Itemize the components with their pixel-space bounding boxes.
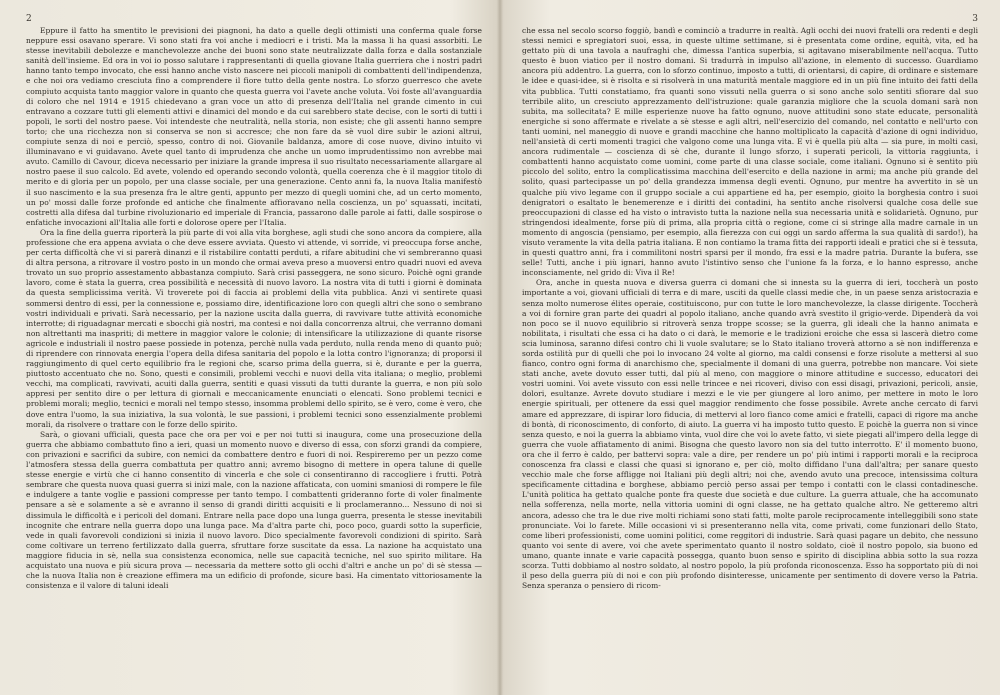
left-page-body [26, 26, 482, 591]
paragraph: Eppure il fatto ha smentito le previsioni dei piagnoni, ha dato a quelle degli ottimisti una conferma quale forse neppure essi osavano sperare. Vi sono stati fra voi anche i mediocri e i tristi. Ma la massa li ha quasi assorbiti. Le stesse inevitabili debolezze e manchevolezze anche dei buoni sono state neutralizzate dalla forza e dalla sostanziale sanità dell'insieme. Ed ora in voi io posso salutare i rappresentanti di quella giovane Italia guerriera che i nostri padri hanno tanto tempo invocato, che essi hanno anche visto nascere nei piccoli manipoli di combattenti dell'indipendenza, e che noi ora vediamo cresciuta fino a comprendere il fiore tutto della gente nostra. Lo sforzo guerresco che avete compiuto acquista tanto maggior valore in quanto che questa guerra voi l'avete anche voluta. Voi foste all'avanguardia di coloro che nel 1914 e 1915 chiedevano a gran voce un atto di presenza dell'Italia nel grande cimento in cui entravano a cozzare tutti gli elementi attivi e dinamici del mondo e da cui sarebbero state decise, con le sorti di tutti i popoli, le sorti del nostro paese. Voi intendeste che neutralità, nella storia, non esiste; che gli assenti hanno sempre torto; che una ricchezza non si conserva se non si accresce; che non fare da sè vuol dire subir le azioni altrui, compiute senza di noi e perciò, spesso, contro di noi. Giovanile baldanza, amore di cose nuove, divino intuito vi illuminavano e vi guidavano. Avete quel tanto di imprudenza che anche un uomo imprudentissimo non avrebbe mai avuto. Camillo di Cavour, diceva necessario per iniziare la grande impresa il suo risultato necessariamente allargare al nostro paese il suo calcolo. Ed avete, volendo ed operando secondo volontà, quella coerenza che è il maggior titolo di merito e di gloria per un popolo, per una classe sociale, per una generazione. Cento anni fa, la nuova Italia manifestò il suo nascimento e la sua presenza fra le altre genti, appunto per mezzo di quegli uomini che, ad un certo momento, un po' mossi dalle forze profonde ed antiche che finalmente affioravano nella coscienza, un po' squassati, incitati, costretti alla difesa dal turbine rivoluzionario ed imperiale di Francia, passarono dalle parole ai fatti, dalle sospirose o enfatiche invocazioni all'Italia alle forti e dolorose opere per l'Italia. [26, 26, 482, 227]
paragraph: Ora, anche in questa nuova e diversa guerra ci domani che si innesta su la guerra di ieri, toccherà un posto importante a voi, giovani ufficiali di terra e di mare, usciti da quelle classi medie che, in un paese senza aristocrazia e senza molto numerose élites operaie, costituiscono, pur con tutte le loro manchevolezze, la classe dirigente. Toccherà a voi di fornire gran parte dei quadri al popolo italiano, anche quando avrà svestito il grigio-verde. Dipenderà da voi non poco se il nuovo equilibrio si ritroverà senza troppe scosse; se la guerra, gli ideali che la hanno animata e nobilitata, i risultati che essa ci ha dato o ci darà, le memorie e le tradizioni eroiche che essa si lascerà dietro come scia luminosa, saranno difesi contro chi li vuole svalutare; se lo Stato italiano troverà attorno a sè non indifferenza e sorda ostilità pur di quelli che poi lo invocano 24 volte al giorno, ma caldi consensi e forze risolute a mettersi al suo fianco, contro ogni forma di anarchismo che, specialmente il domani di una guerra, potrebbe non mancare. Voi siete stati anche, avete dovuto esser tutti, dal più al meno, con maggiore o minore attitudine e successo, educatori dei vostri uomini. Voi avete vissuto con essi nelle trincee e nei ricoveri, diviso con essi disagi, privazioni, pericoli, ansie, dolori, esultanze. Avrete dovuto studiare i mezzi e le vie per giungere al loro animo, per mettere in moto le loro energie spirituali, per ottenere da essi quel maggior rendimento che fosse possibile. Avrete anche cercato di farvi amare ed apprezzare, di ispirar loro fiducia, di mettervi al loro fianco come amici e fratelli, capaci di rigore ma anche di bontà, di riconoscimento, di conforto, di aiuto. La guerra vi ha imposto tutto questo. E poichè la guerra non si vince senza questo, e noi la guerra la abbiamo vinta, vuol dire che voi lo avete fatto, vi siete piegati all'impero della legge di guerra che vuole affiatamento di animi. Bisogna che questo lavoro non sia del tutto interrotto. E' il momento buono, ora che il ferro è caldo, per battervi sopra: vale a dire, per rendere un po' più intimi i rapporti morali e la reciproca conoscenza fra classi e classi che quasi si ignorano e, per ciò, molto diffidano l'una dall'altra; per sanare questo vecchio male che forse affligge noi Italiani più degli altri; noi che, avendo avuto una precoce, intensissima coltura specificamente cittadina e borghese, abbiamo perciò perso assai per tempo i contatti con le classi contadinesche. L'unità politica ha gettato qualche ponte fra queste due società e due culture. La guerra attuale, che ha accomunato nella sofferenza, nella morte, nella vittoria uomini di ogni classe, ne ha gettato qualche altro. Ne getteremo altri ancora, adesso che tra le due rive molti richiami sono stati fatti, molte parole reciprocamente intelleggibili sono state pronunciate. Voi lo farete. Mille occasioni vi si presenteranno nella vita, come privati, come funzionari dello Stato, come liberi professionisti, come uomini politici, come reggitori di industrie. Sarà quasi pagare un debito, che nessuno quanto voi sente di avere, voi che avete sperimentato quanto il nostro soldato, cioè il nostro popolo, sia buono ed umano, quante innate e varie capacità possegga, quanto buon senso e spirito di disciplina abbia sotto la sua rozza scorza. Tutti dobbiamo al nostro soldato, al nostro popolo, la più profonda riconoscenza. Esso ha sopportato più di noi il peso della guerra più di noi e con più profondo disinteresse, unicamente per sentimento di dovere verso la Patria. Senza speranza o pensiero di ricom- [522, 278, 978, 591]
paragraph: che essa nel secolo scorso foggiò, bandì e cominciò a tradurre in realtà. Agli occhi dei nuovi fratelli ora redenti e degli stessi nemici e spregiatori suoi, essa, in queste ultime settimane, si è presentata come ordine, equità, vita, ed ha gettato più di una tavola a naufraghi che, dimessa l'antica superbia, si agitavano miserabilmente nell'acqua. Tutto questo è buon viatico per il nostro domani. Si tradurrà in impulso all'azione, in elemento di successo. Guardiamo ancora più addentro. La guerra, con lo sforzo continuo, imposto a tutti, di orientarsi, di capire, di ordinare e sistemare le idee e quasi-idee, si è risolta e si risolverà in una maturità mentale maggiore ed in un più fine intuito dei fatti della vita pubblica. Tutti constatiamo, fra quanti sono vissuti nella guerra o si sono anche solo sentiti sfiorare dal suo terribile alito, un cresciuto apprezzamento dell'istruzione: quale garanzia migliore che la scuola domani sarà non subita, ma sollecitata? E mille esperienze nuove ha fatto ognuno, nuove attitudini sono state educate, personalità energiche si sono affermate e rivelate a sè stesse e agli altri, nell'esercizio del comando, nel contatto e nell'urto con tanti uomini, nel maneggio di nuove e grandi macchine che hanno moltiplicato la capacità d'azione di ogni individuo, nell'ansietà di certi momenti tragici che valgono come una lunga vita. E vi è quella più alta — sia pure, in molti casi, ancora rudimentale — coscienza di sè che, durante il lungo sforzo, i superati pericoli, la vittoria raggiunta, i combattenti hanno acquistato come uomini, come parte di una classe sociale, come italiani. Ognuno si è sentito più piccolo del solito, entro la complicatissima macchina dell'esercito e della nazione in armi; ma anche più grande del solito, quasi partecipasse un po' della grandezza immensa degli eventi. Ognuno, pur mentre ha avvertito in sè un qualche più vivo legame con il gruppo sociale a cui appartiene ed ha, per esempio, gioito la borghesia contro i suoi denigratori o esaltato le benemerenze e i diritti dei contadini, ha sentito anche risolversi qualche cosa delle sue preoccupazioni di classe ed ha visto o intravisto tutta la nazione nella sua necessaria unità e solidarietà. Ognuno, pur stringendosi idealmente, forse più di prima, alla propria città o regione, come ci si stringe alla madre carnale in un momento di angoscia (pensiamo, per esempio, alla fierezza con cui oggi un sardo afferma la sua qualità di sardo!), ha visuto veramente la vita della patria italiana. E non contiamo la trama fitta dei rapporti ideali e pratici che si è tessuta, in questi quattro anni, fra i commilitoni nostri sparsi per il mondo, fra essi e la madre patria. Durante la bufera, sse selle! Tutti, anche i più ignari, hanno avuto l'istintivo senso che l'unione fa la forza, e lo hanno espresso, anche inconsciamente, nel grido di: Viva il Re! [522, 26, 978, 278]
right-page [500, 0, 1000, 695]
right-page-body [522, 26, 978, 591]
page-number: 3 [972, 14, 978, 24]
paragraph: Ora la fine della guerra riporterà la più parte di voi alla vita borghese, agli studi che sono ancora da compiere, alla professione che era appena avviata o che deve essere avviata. Questo vi attende, vi sorride, vi preoccupa forse anche, per certa difficoltà che vi si parerà dinanzi e il ristabilire contatti perduti, a rifare abitudini che vi sembreranno quasi di altra persona, a ritrovare il vostro posto in un mondo che ormai aveva preso a muoversi entro quadri nuovi ed aveva trovato un suo proprio assestamento abbastanza compiuto. Sarà crisi passeggera, ne sono sicuro. Poichè ogni grande lavoro, come è stata la guerra, crea possibilità e necessità di nuovo lavoro. La nostra vita di tutti i giorni è dominata da questa semplicissima verità. Vi troverete poi di faccia ai problemi della vita pubblica. Anzi vi sentirete quasi sommersi dentro di essi, per la connessione e, possiamo dire, identificazione loro con quegli altri che sono o sembrano vostri individuali e privati. Sarà necessario, per la nazione uscita dalla guerra, di ravvivare tutte attività economiche interrotte; di riguadagnar mercati e sbocchi già nostri, ma contesi e noi dalla concorrenza altrui, che verranno domani non altrettanti ma inaspriti; di mettere in maggior valore le colonie; di intensificare la utilizzazione di quante risorse agricole e industriali il nostro paese possiede in potenza, perchè nulla vada perduto, nulla renda meno di quanto può; di riprendere con rinnovata energia l'opera della difesa sanitaria del popolo e la lotta contro l'ignoranza; di proporsi il raggiungimento di quel certo equilibrio fra le regioni che, scarso prima della guerra, si è, durante e per la guerra, piuttosto accentuato che no. Sono, questi e consimili, problemi vecchi e nuovi della vita italiana; o meglio, problemi vecchi, ma complicati, ravvivati, acuiti dalla guerra, sentiti e quasi vissuti da tutti durante la guerra, e non più solo appresi per sentito dire o per lettura di giornali e meccanicamente enunciati o elencati. Sono problemi tecnici e problemi morali; meglio, tecnici e morali nel tempo stesso, insomma problemi dello spirito, se è vero, come è vero, che dove entra l'uomo, la sua iniziativa, la sua volontà, le sue passioni, i problemi tecnici sono essenzialmente problemi morali, da risolvere o trattare con le forze dello spirito. [26, 227, 482, 429]
paragraph: Sarà, o giovani ufficiali, questa pace che ora per voi e per noi tutti si inaugura, come una prosecuzione della guerra che abbiamo combattuto fino a ieri, quasi un momento nuovo e diverso di essa, con sforzi grandi da compiere, con privazioni e sacrifici da subire, con nemici da combattere dentro e fuori di noi. Respireremo per un pezzo come l'atmosfera stessa della guerra combattuta per quattro anni; avremo bisogno di mettere in opera talune di quelle stesse energie e virtù che ci hanno consentito di vincerla e che sole ci consentiranno di raccogliere i frutti. Potrà sembrare che questa nuova quasi guerra si inizi male, con la nazione affaticata, con uomini smaniosi di rompere le file e indulgere a tante voglie e passioni compresse per tanto tempo. I combattenti grideranno forte di voler finalmente pensare a sè e solamente a sè e avranno il senso di grandi diritti acquisiti e li proclameranno... Nessuno di noi si dissimula le difficoltà e i pericoli del domani. Entrare nella pace dopo una lunga guerra, presenta le stesse inevitabili incognite che entrare nella guerra dopo una lunga pace. Ma d'altra parte chi, poco poco, guardi sotto la superficie, vede in quali favorevoli condizioni si inizia il nuovo lavoro. Dico specialmente favorevoli condizioni di spirito. Sarà come coltivare un terreno fertilizzato dalla guerra, sfruttare forze suscitate da essa. La nazione ha acquistato una maggiore fiducia in sè, nella sua consistenza economica, nelle sue capacità tecniche, nel suo spirito militare. Ha acquistato una nuova e più sicura prova — necessaria da mettere sotto gli occhi d'altri e anche un po' di sè stessa — che la nuova Italia non è creazione effimera ma un edificio di profonde, sicure basi. Ha cimentato vittoriosamente la consistenza e il valore di taluni ideali [26, 429, 482, 591]
page-number: 2 [26, 14, 32, 24]
